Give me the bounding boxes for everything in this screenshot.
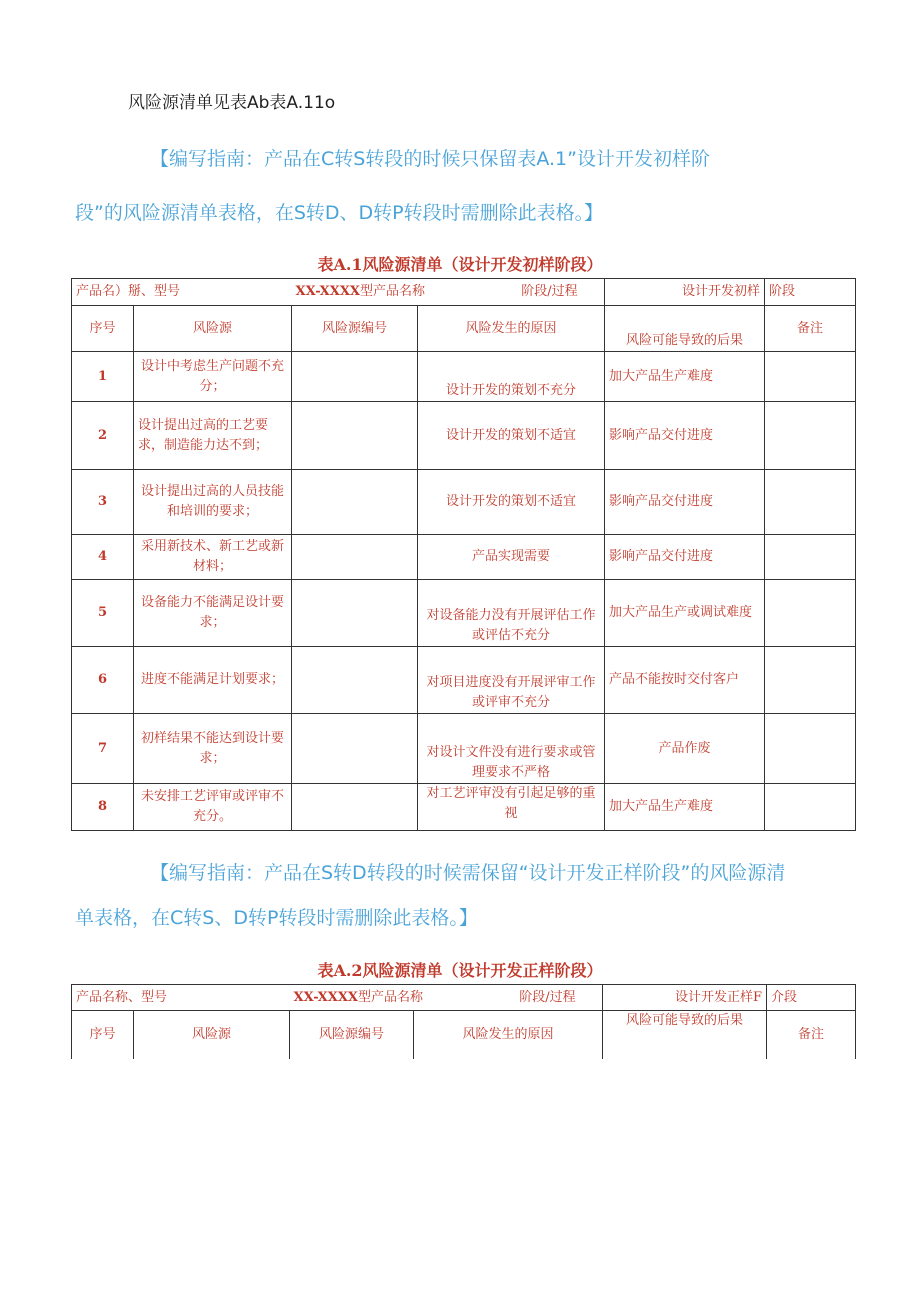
table1-header-cause: 风险发生的原因	[418, 306, 605, 352]
table2-product-code: XX-XXXX	[293, 989, 359, 1005]
row-number: 1	[72, 352, 134, 402]
row-cause: 设计开发的策划不适宜	[418, 470, 605, 535]
row-risk-code	[292, 647, 418, 714]
row-cause: 设计开发的策划不适宜	[418, 402, 605, 470]
row-consequence: 加大产品生产难度	[605, 352, 765, 402]
row-risk-source: 初样结果不能达到设计要求；	[134, 714, 292, 784]
row-risk-code	[292, 714, 418, 784]
row-note	[765, 470, 856, 535]
row-cause: 对设备能力没有开展评估工作或评估不充分	[418, 580, 605, 647]
table1-header-source: 风险源	[134, 306, 292, 352]
row-risk-code	[292, 470, 418, 535]
row-risk-code	[292, 580, 418, 647]
table-row	[72, 402, 856, 470]
row-cause: 对工艺评审没有引起足够的重视	[418, 784, 605, 831]
writing-guide-2-line1: 【编写指南：产品在S转D转段的时候需保留“设计开发正样阶段”的风险源清	[150, 862, 786, 884]
table2-product-suffix: 型产品名称	[358, 989, 424, 1005]
table2-header-source: 风险源	[134, 1011, 290, 1059]
table1-product-code: XX-XXXX	[295, 284, 361, 299]
table2-header-consequence: 风险可能导致的后果	[603, 1011, 767, 1059]
table1-stage-label: 阶段/过程	[521, 284, 578, 299]
row-risk-code	[292, 535, 418, 580]
table2-header-note: 备注	[767, 1011, 856, 1059]
table2-product-cell	[290, 985, 603, 1011]
table-row	[72, 580, 856, 647]
row-note	[765, 580, 856, 647]
table1-header-row	[72, 306, 856, 352]
row-risk-source: 设计提出过高的工艺要求，制造能力达不到；	[134, 402, 292, 470]
table1-product-suffix: 型产品名称	[360, 284, 426, 299]
row-consequence: 影响产品交付进度	[605, 470, 765, 535]
row-risk-source: 设计中考虑生产问题不充分；	[134, 352, 292, 402]
row-consequence: 影响产品交付进度	[605, 402, 765, 470]
table2-header-row	[72, 1011, 856, 1059]
row-consequence: 加大产品生产难度	[605, 784, 765, 831]
row-risk-source: 未安排工艺评审或评审不充分。	[134, 784, 292, 831]
table1-header-code: 风险源编号	[292, 306, 418, 352]
row-risk-code	[292, 402, 418, 470]
table2-stage-value: 设计开发正样F	[603, 985, 767, 1011]
row-note	[765, 352, 856, 402]
row-risk-source: 设计提出过高的人员技能和培训的要求；	[134, 470, 292, 535]
table1-info-row	[72, 279, 856, 306]
table1-stage-value: 设计开发初样	[605, 279, 765, 306]
risk-source-table-1	[71, 278, 856, 831]
row-risk-code	[292, 352, 418, 402]
row-number: 3	[72, 470, 134, 535]
row-number: 6	[72, 647, 134, 714]
table1-caption: 表A.1风险源清单（设计开发初样阶段）	[317, 255, 603, 274]
row-cause: 设计开发的策划不充分	[418, 352, 605, 402]
table2-product-label: 产品名称、型号	[72, 985, 290, 1011]
table-row	[72, 470, 856, 535]
table2-info-row	[72, 985, 856, 1011]
table2-caption: 表A.2风险源清单（设计开发正样阶段）	[317, 961, 603, 980]
table1-product-cell	[292, 279, 605, 306]
row-number: 4	[72, 535, 134, 580]
table-row	[72, 784, 856, 831]
row-risk-source: 进度不能满足计划要求；	[134, 647, 292, 714]
row-note	[765, 784, 856, 831]
table1-product-label: 产品名）掰、型号	[72, 279, 292, 306]
row-risk-code	[292, 784, 418, 831]
table2-stage-label: 阶段/过程	[519, 989, 576, 1005]
row-note	[765, 535, 856, 580]
table2-header-code: 风险源编号	[290, 1011, 414, 1059]
row-number: 7	[72, 714, 134, 784]
row-risk-source: 采用新技术、新工艺或新材料；	[134, 535, 292, 580]
risk-source-table-2	[71, 984, 856, 1059]
table2-header-no: 序号	[72, 1011, 134, 1059]
intro-text: 风险源清单见表Ab表A.11o	[128, 93, 336, 113]
writing-guide-1-line1: 【编写指南：产品在C转S转段的时候只保留表A.1”设计开发初样阶	[150, 148, 710, 170]
row-cause: 对项目进度没有开展评审工作或评审不充分	[418, 647, 605, 714]
table-row	[72, 714, 856, 784]
row-cause: 产品实现需要	[418, 535, 605, 580]
table-row	[72, 352, 856, 402]
row-consequence: 加大产品生产或调试难度	[605, 580, 765, 647]
writing-guide-1-line2: 段”的风险源清单表格，在S转D、D转P转段时需删除此表格。】	[75, 202, 604, 224]
row-consequence: 产品不能按时交付客户	[605, 647, 765, 714]
table-row	[72, 535, 856, 580]
row-note	[765, 402, 856, 470]
table1-header-no: 序号	[72, 306, 134, 352]
row-number: 8	[72, 784, 134, 831]
table2-header-cause: 风险发生的原因	[414, 1011, 603, 1059]
table-row	[72, 647, 856, 714]
row-cause: 对设计文件没有进行要求或管理要求不严格	[418, 714, 605, 784]
table1-stage-tail: 阶段	[765, 279, 856, 306]
row-number: 2	[72, 402, 134, 470]
row-note	[765, 647, 856, 714]
table1-header-note: 备注	[765, 306, 856, 352]
row-number: 5	[72, 580, 134, 647]
row-consequence: 影响产品交付进度	[605, 535, 765, 580]
table2-stage-tail: 介段	[767, 985, 856, 1011]
writing-guide-2-line2: 单表格，在C转S、D转P转段时需删除此表格。】	[75, 907, 478, 929]
row-risk-source: 设备能力不能满足设计要求；	[134, 580, 292, 647]
row-note	[765, 714, 856, 784]
row-consequence: 产品作废	[605, 714, 765, 784]
table1-header-consequence: 风险可能导致的后果	[605, 306, 765, 352]
